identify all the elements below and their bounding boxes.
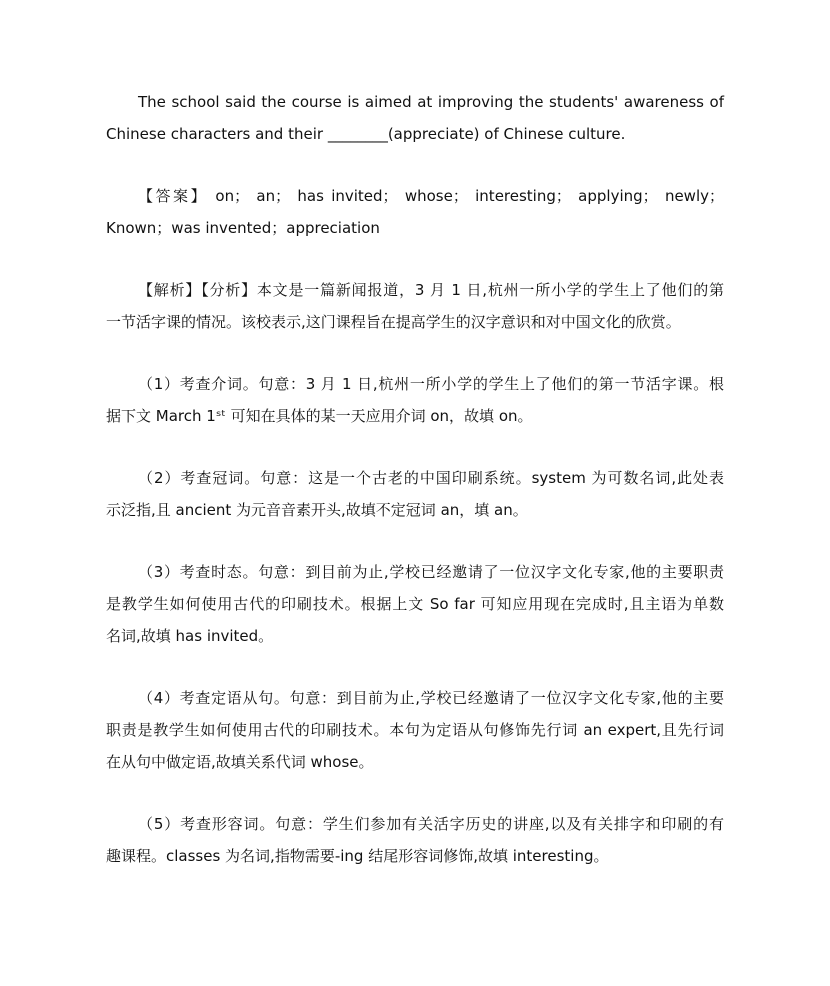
paragraph-analysis-2 xyxy=(106,462,724,526)
text-line: The school said the course is aimed at improving the students' awareness of xyxy=(138,93,724,111)
paragraph-analysis-4 xyxy=(106,682,724,778)
paragraph-analysis-5 xyxy=(106,808,724,872)
paragraph-analysis-3 xyxy=(106,556,724,652)
text-line: （5）考查形容词。句意：学生们参加有关活字历史的讲座,以及有关排字和印刷的有 xyxy=(138,815,724,833)
text-line: 名词,故填 has invited。 xyxy=(106,627,274,645)
paragraph-question-sentence xyxy=(106,86,724,150)
text-line: （1）考查介词。句意：3 月 1 日,杭州一所小学的学生上了他们的第一节活字课。根 xyxy=(138,375,724,393)
text-line: 据下文 March 1ˢᵗ 可知在具体的某一天应用介词 on，故填 on。 xyxy=(106,407,533,425)
text-line: Chinese characters and their ________(appreciate) of Chinese culture. xyxy=(106,125,626,143)
text-line: 【答案】 on； an； has invited； whose； interesting； applying； newly； xyxy=(138,187,724,205)
paragraph-analysis-summary xyxy=(106,274,724,338)
text-line: Known；was invented；appreciation xyxy=(106,219,380,237)
text-line: 职责是教学生如何使用古代的印刷技术。本句为定语从句修饰先行词 an expert,且先行词 xyxy=(106,721,724,739)
text-line: 【解析】【分析】本文是一篇新闻报道，3 月 1 日,杭州一所小学的学生上了他们的第 xyxy=(138,281,724,299)
text-line: 示泛指,且 ancient 为元音音素开头,故填不定冠词 an，填 an。 xyxy=(106,501,528,519)
text-line: （3）考查时态。句意：到目前为止,学校已经邀请了一位汉字文化专家,他的主要职责 xyxy=(138,563,724,581)
text-line: 趣课程。classes 为名词,指物需要-ing 结尾形容词修饰,故填 interesting。 xyxy=(106,847,609,865)
text-line: 在从句中做定语,故填关系代词 whose。 xyxy=(106,753,374,771)
text-line: （4）考查定语从句。句意：到目前为止,学校已经邀请了一位汉字文化专家,他的主要 xyxy=(138,689,724,707)
text-line: （2）考查冠词。句意：这是一个古老的中国印刷系统。system 为可数名词,此处表 xyxy=(138,469,724,487)
paragraph-analysis-1 xyxy=(106,368,724,432)
text-line: 一节活字课的情况。该校表示,这门课程旨在提高学生的汉字意识和对中国文化的欣赏。 xyxy=(106,313,681,331)
text-line: 是教学生如何使用古代的印刷技术。根据上文 So far 可知应用现在完成时,且主语为单数 xyxy=(106,595,724,613)
paragraph-answer xyxy=(106,180,724,244)
document-page xyxy=(106,86,724,902)
